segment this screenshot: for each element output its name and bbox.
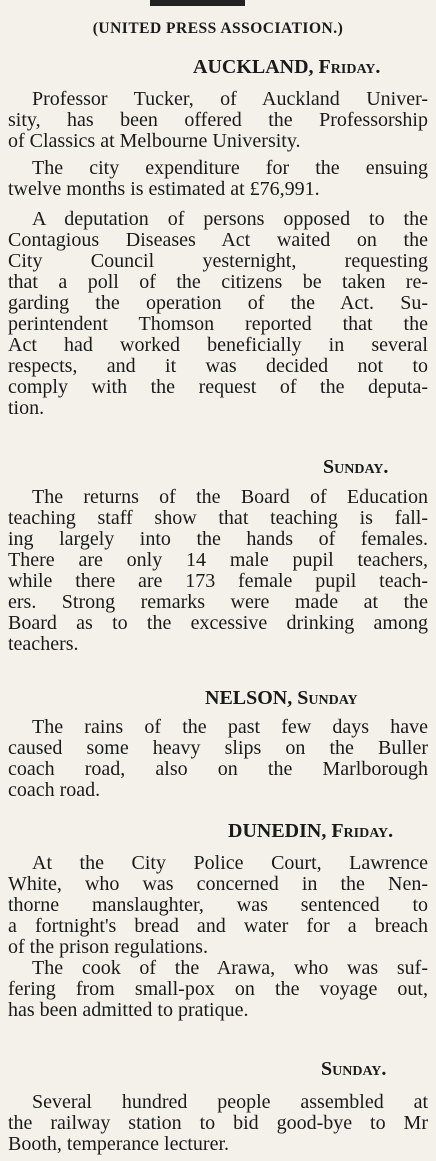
paragraph-line: coach road. (8, 779, 101, 801)
paragraph-line: of the prison regulations. (8, 936, 208, 958)
dateline: Sunday. (323, 456, 389, 478)
paragraph-line: of Classics at Melbourne University. (8, 130, 301, 152)
paragraph-line: Several hundred people assembled at (32, 1091, 428, 1113)
paragraph-line: ing largely into the hands of females. (8, 528, 428, 550)
paragraph-line: garding the operation of the Act. Su- (8, 292, 428, 314)
paragraph-line: teachers. (8, 633, 79, 655)
paragraph-line: City Council yesternight, requesting (8, 250, 428, 272)
paragraph-line: Booth, temperance lecturer. (8, 1133, 230, 1155)
dateline: NELSON, Sunday (205, 687, 358, 709)
dateline: DUNEDIN, Friday. (228, 820, 394, 842)
paragraph-line: Act had worked beneficially in several (8, 334, 428, 356)
paragraph-line: fering from small-pox on the voyage out, (8, 978, 428, 1000)
paragraph-line: ers. Strong remarks were made at the (8, 591, 428, 613)
paragraph-line: There are only 14 male pupil teachers, (8, 549, 428, 571)
paragraph-line: caused some heavy slips on the Buller (8, 737, 428, 759)
paragraph-line: twelve months is estimated at £76,991. (8, 178, 320, 200)
paragraph-line: comply with the request of the deputa- (8, 376, 428, 398)
paragraph-line: respects, and it was decided not to (8, 355, 428, 377)
paragraph-line: a fortnight's bread and water for a breach (8, 915, 428, 937)
press-association-header: (UNITED PRESS ASSOCIATION.) (92, 20, 344, 37)
paragraph-line: The cook of the Arawa, who was suf- (32, 957, 428, 979)
paragraph-line: At the City Police Court, Lawrence (32, 852, 428, 874)
paragraph-line: has been admitted to pratique. (8, 999, 249, 1021)
paragraph-line: the railway station to bid good-bye to Mr (8, 1112, 428, 1134)
paragraph-line: Professor Tucker, of Auckland Univer- (32, 88, 428, 110)
dateline: AUCKLAND, Friday. (193, 56, 381, 78)
paragraph-line: A deputation of persons opposed to the (32, 208, 428, 230)
paragraph-line: sity, has been offered the Professorship (8, 109, 428, 131)
paragraph-line: while there are 173 female pupil teach- (8, 570, 428, 592)
paragraph-line: thorne manslaughter, was sentenced to (8, 894, 428, 916)
paragraph-line: Contagious Diseases Act waited on the (8, 229, 428, 251)
paragraph-line: perintendent Thomson reported that the (8, 313, 428, 335)
paragraph-line: tion. (8, 397, 45, 419)
paragraph-line: teaching staff show that teaching is fall- (8, 507, 428, 529)
paragraph-line: that a poll of the citizens be taken re- (8, 271, 428, 293)
paragraph-line: The rains of the past few days have (32, 716, 428, 738)
paragraph-line: Board as to the excessive drinking among (8, 612, 428, 634)
dateline: Sunday. (321, 1058, 387, 1080)
paragraph-line: coach road, also on the Marlborough (8, 758, 428, 780)
rule-bar (150, 0, 245, 6)
paragraph-line: White, who was concerned in the Nen- (8, 873, 428, 895)
paragraph-line: The city expenditure for the ensuing (32, 157, 428, 179)
paragraph-line: The returns of the Board of Education (32, 486, 428, 508)
